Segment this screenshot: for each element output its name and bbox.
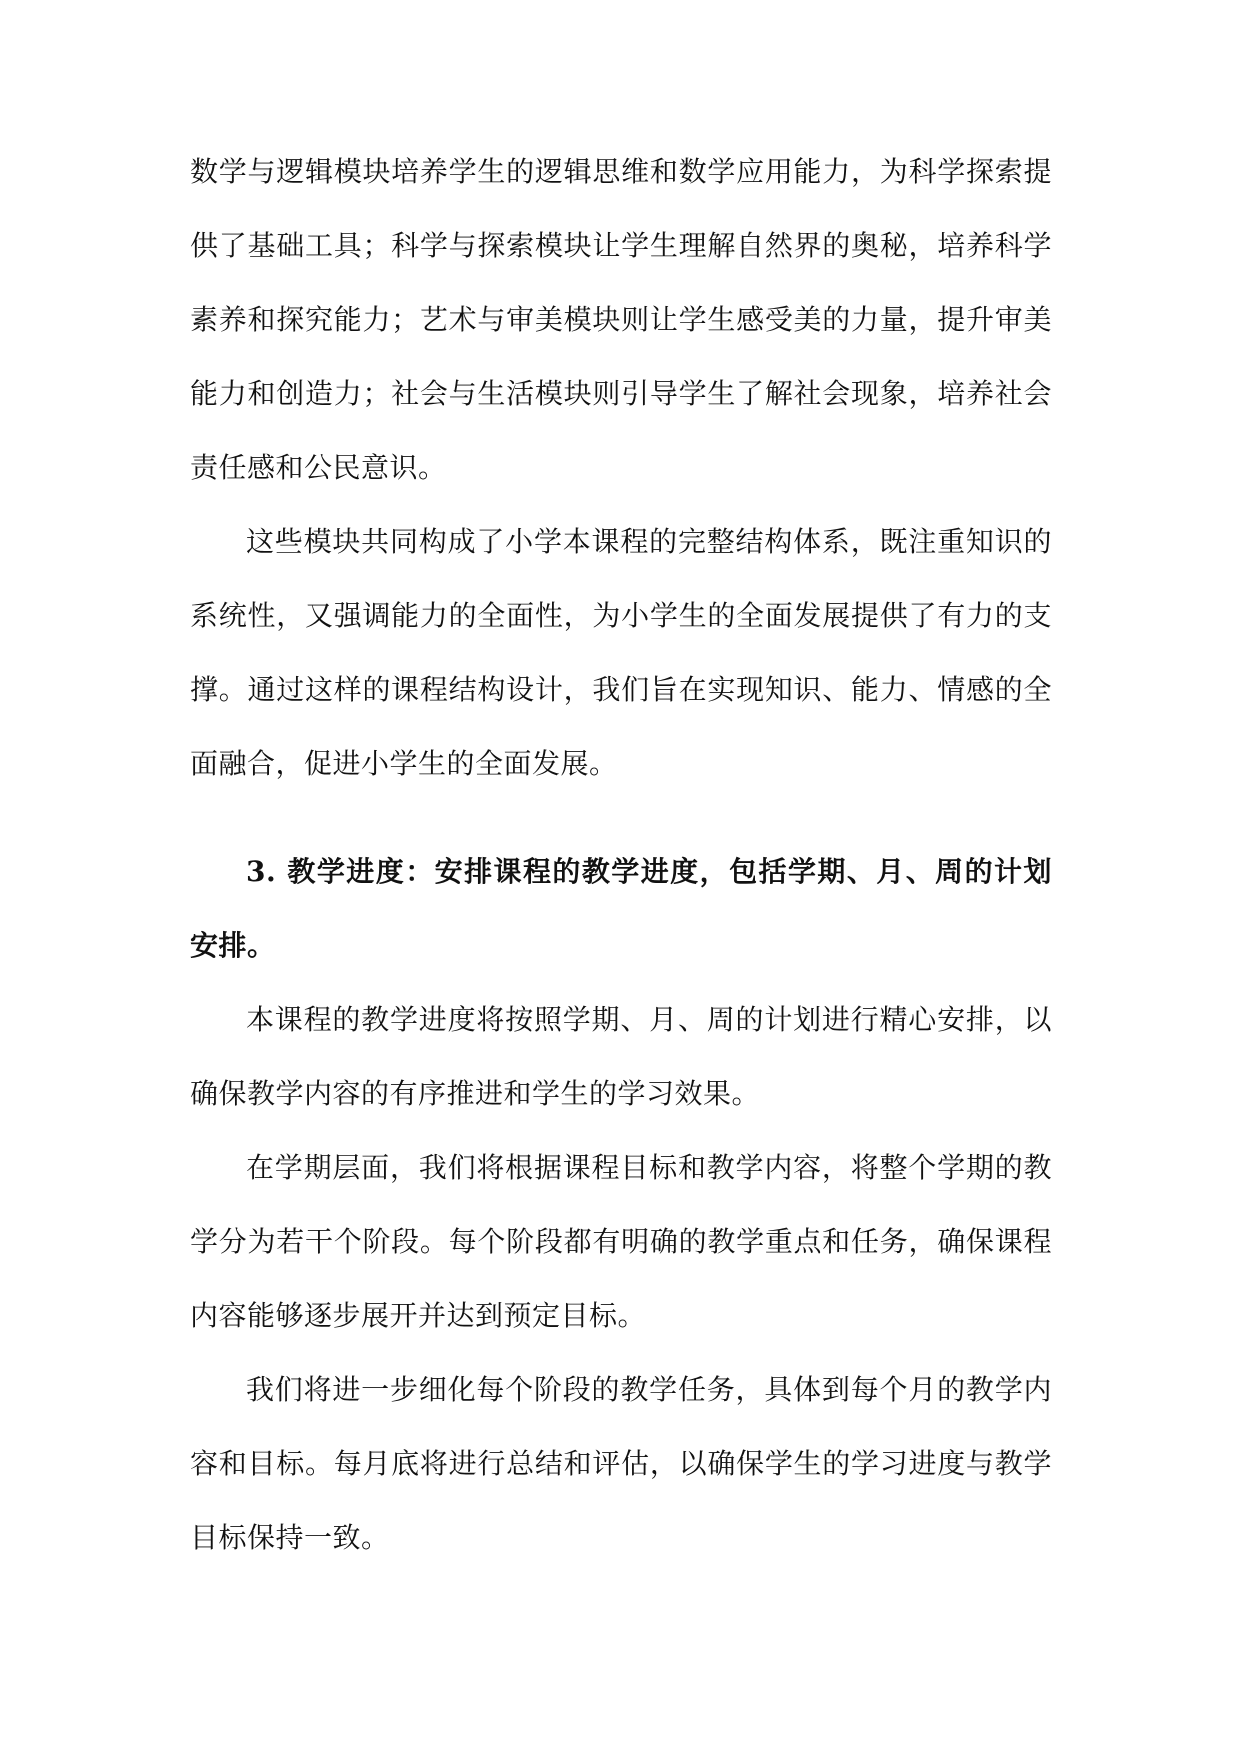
document-body	[190, 135, 1052, 1575]
paragraph-monthly-level: 我们将进一步细化每个阶段的教学任务，具体到每个月的教学内容和目标。每月底将进行总结和评估，以确保学生的学习进度与教学目标保持一致。	[190, 1373, 1052, 1554]
paragraph-schedule-intro: 本课程的教学进度将按照学期、月、周的计划进行精心安排，以确保教学内容的有序推进和学生的学习效果。	[190, 1003, 1052, 1110]
paragraph-structure-summary: 这些模块共同构成了小学本课程的完整结构体系，既注重知识的系统性，又强调能力的全面性，为小学生的全面发展提供了有力的支撑。通过这样的课程结构设计，我们旨在实现知识、能力、情感的全面融合，促进小学生的全面发展。	[190, 525, 1052, 780]
paragraph-semester-level: 在学期层面，我们将根据课程目标和教学内容，将整个学期的教学分为若干个阶段。每个阶段都有明确的教学重点和任务，确保课程内容能够逐步展开并达到预定目标。	[190, 1151, 1052, 1332]
paragraph-modules-description: 数学与逻辑模块培养学生的逻辑思维和数学应用能力，为科学探索提供了基础工具；科学与探索模块让学生理解自然界的奥秘，培养科学素养和探究能力；艺术与审美模块则让学生感受美的力量，提升审美能力和创造力；社会与生活模块则引导学生了解社会现象，培养社会责任感和公民意识。	[190, 155, 1052, 484]
section-heading-teaching-schedule: 3. 教学进度：安排课程的教学进度，包括学期、月、周的计划安排。	[190, 855, 1052, 962]
